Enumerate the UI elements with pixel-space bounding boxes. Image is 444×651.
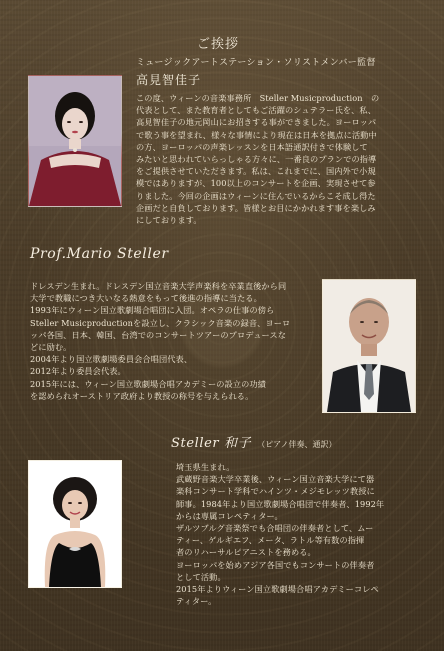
bio-line: 代表として、また教育者としてもご活躍のシュテラー氏を、私、 — [136, 105, 377, 116]
portrait-takami-image — [29, 76, 121, 206]
bio-line: 2012年より委員会代表。 — [30, 366, 126, 377]
kazuko-steller-bio — [176, 461, 416, 607]
mario-steller-bio — [30, 280, 315, 402]
bio-line: 1993年にウィーン国立歌劇場合唱団に入団。オペラの仕事の傍ら — [30, 305, 275, 316]
bio-line: ドレスデン生まれ。ドレスデン国立音楽大学声楽科を卒業直後から同 — [30, 281, 287, 291]
bio-line: ティター。 — [176, 596, 217, 607]
author-role: ミュージックアートステーション・ソリストメンバー監督 — [136, 58, 376, 68]
bio-line: Steller Musicproductionを設立し、クラシック音楽の録音、ヨーロ — [30, 317, 291, 328]
bio-line: 武蔵野音楽大学卒業後、ウィーン国立音楽大学にて器 — [176, 474, 375, 485]
kazuko-steller-role: （ピアノ伴奏、通訳） — [257, 440, 337, 449]
bio-line: みたいと思われていらっしゃる方々に、一番良のプランでの指導 — [136, 154, 377, 165]
bio-line: 高見智佳子の地元岡山にお招きする事ができました。ヨーロッパ — [136, 117, 377, 128]
portrait-kazuko-image — [29, 461, 121, 587]
bio-line: の方、ヨーロッパの声楽レッスンを日本語通訳付きで体験して — [136, 141, 368, 152]
page-title: ご挨拶 — [197, 37, 240, 52]
bio-line: からは専属コレペティター。 — [176, 510, 283, 521]
bio-line: 大学で教職につき大いなる熱意をもって後進の指導に当たる。 — [30, 293, 262, 304]
kazuko-steller-name: Steller 和子 — [171, 436, 252, 451]
bio-line: 企画だと自負しております。皆様とお目にかかれます事を楽しみ — [136, 202, 376, 213]
kazuko-steller-heading — [171, 432, 337, 451]
bio-line: にしております。 — [136, 215, 202, 226]
mario-steller-name: Prof.Mario Steller — [30, 246, 169, 262]
author-name: 高見智佳子 — [136, 73, 202, 87]
bio-line: 者のリハーサルピアニストを務める。 — [176, 547, 316, 558]
greeting-message — [136, 92, 424, 226]
bio-line: どに励む。 — [30, 342, 72, 353]
bio-line: ティー、ゲルギエフ、メータ、ラトル等有数の指揮 — [176, 535, 365, 546]
portrait-takami — [28, 75, 122, 207]
bio-line: ッパ各国、日本、韓国、台湾でのコンサートツアーのプロデュースな — [30, 329, 287, 340]
bio-line: 2015年よりウィーン国立歌劇場合唱アカデミーコレペ — [176, 584, 379, 595]
bio-line: 楽科コンサート学科でハインツ・メジモレッツ教授に — [176, 486, 375, 497]
portrait-mario-image — [323, 280, 415, 412]
bio-line: 埼玉県生まれ。 — [176, 462, 235, 472]
bio-line: を認められオーストリア政府より教授の称号を与えられる。 — [30, 390, 254, 401]
bio-line: で歌う事を望まれ、様々な事情により現在は日本を拠点に活動中 — [136, 129, 377, 140]
bio-line: ヨーロッパを始めアジア各国でもコンサートの伴奏者 — [176, 559, 375, 570]
portrait-kazuko-steller — [28, 460, 122, 588]
bio-line: 師事。1984年より国立歌劇場合唱団で伴奏者、1992年 — [176, 498, 385, 509]
portrait-mario-steller — [322, 279, 416, 413]
bio-line: として活動。 — [176, 571, 226, 582]
bio-line: 模ではありますが、100以上のコンサートを企画、実現させて参 — [136, 178, 376, 189]
bio-line: をご提供させていただきます。私は、これまでに、国内外で小規 — [136, 166, 376, 177]
bio-line: 2015年には、ウィーン国立歌劇場合唱アカデミーの設立の功績 — [30, 378, 266, 389]
bio-line: この度、ウィーンの音楽事務所 Steller Musicproduction の — [136, 93, 380, 103]
bio-line: ザルツブルグ音楽祭でも合唱団の伴奏者として、ムー — [176, 523, 374, 534]
bio-line: 2004年より国立歌劇場委員会合唱団代表、 — [30, 354, 193, 365]
bio-line: りました。今回の企画はウィーンに住んでいるからこそ成し得た — [136, 190, 376, 201]
